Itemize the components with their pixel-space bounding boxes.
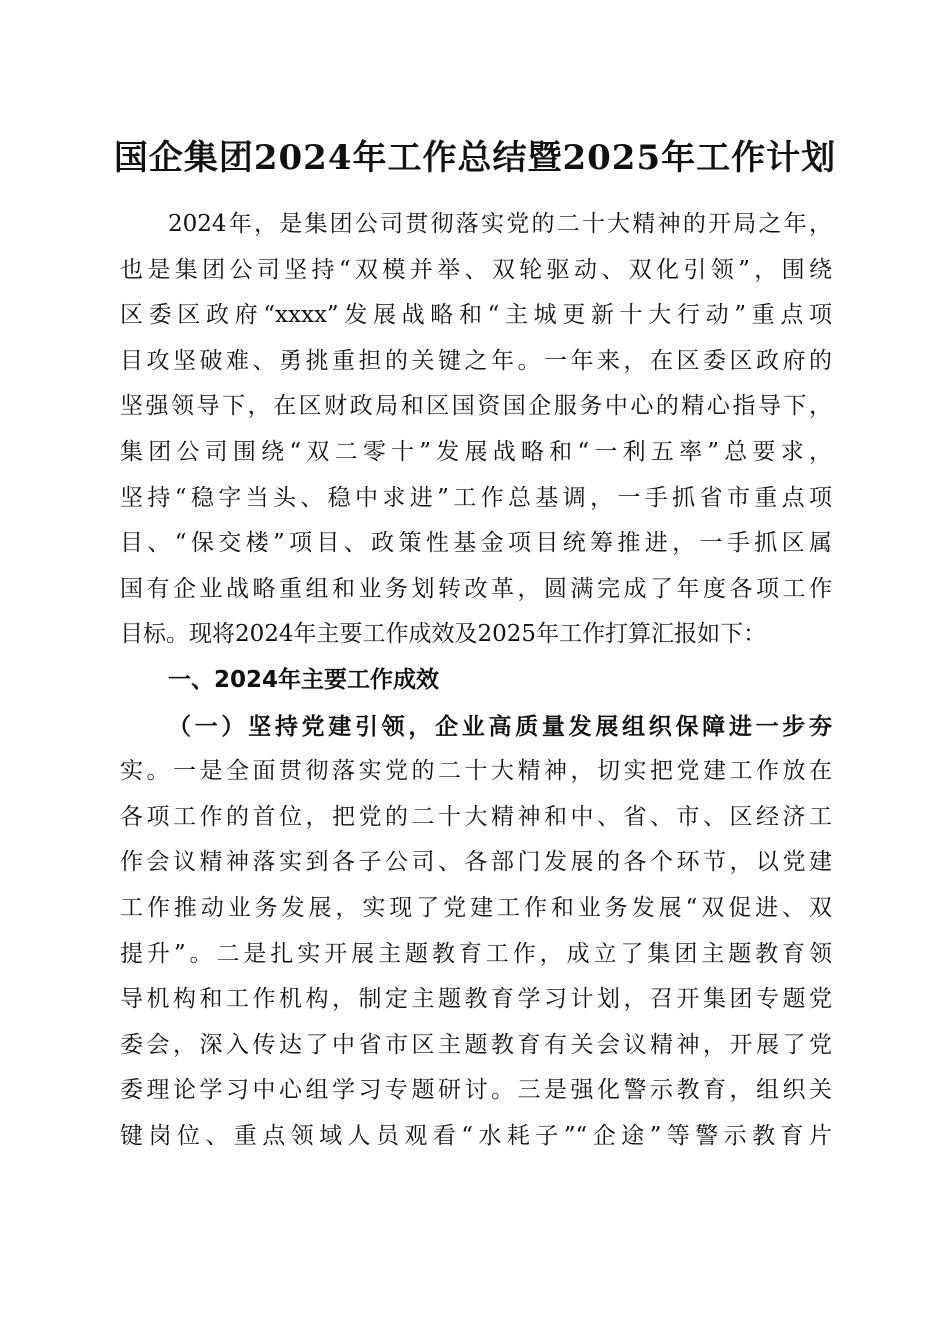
- paragraph-line: 集团公司围绕“双二零十”发展战略和“一利五率”总要求，: [120, 438, 832, 465]
- section-heading: 一、2024年主要工作成效: [168, 666, 440, 693]
- paragraph-line: 导机构和工作机构，制定主题教育学习计划，召开集团专题党: [120, 986, 832, 1013]
- document-body: [120, 202, 832, 1159]
- paragraph-line: 提升”。二是扎实开展主题教育工作，成立了集团主题教育领: [120, 940, 832, 967]
- paragraph-line: 委会，深入传达了中省市区主题教育有关会议精神，开展了党: [120, 1031, 832, 1058]
- paragraph-line: 国有企业战略重组和业务划转改革，圆满完成了年度各项工作: [120, 575, 832, 602]
- paragraph-line: 区委区政府“xxxx”发展战略和“主城更新十大行动”重点项: [120, 302, 832, 329]
- paragraph-line: 坚持“稳字当头、稳中求进”工作总基调，一手抓省市重点项: [120, 484, 832, 511]
- paragraph-line: 委理论学习中心组学习专题研讨。三是强化警示教育，组织关: [120, 1077, 832, 1104]
- document-title: 国企集团2024年工作总结暨2025年工作计划: [113, 138, 837, 178]
- paragraph-line: 也是集团公司坚持“双模并举、双轮驱动、双化引领”，围绕: [120, 256, 832, 283]
- paragraph-line: 工作推动业务发展，实现了党建工作和业务发展“双促进、双: [120, 894, 832, 921]
- paragraph-line: 目、“保交楼”项目、政策性基金项目统筹推进，一手抓区属: [120, 530, 832, 557]
- paragraph-line: 目标。现将2024年主要工作成效及2025年工作打算汇报如下：: [120, 621, 767, 648]
- paragraph-line: 实。一是全面贯彻落实党的二十大精神，切实把党建工作放在: [120, 758, 832, 785]
- paragraph-line: 目攻坚破难、勇挑重担的关键之年。一年来，在区委区政府的: [120, 347, 832, 374]
- paragraph-line: 坚强领导下，在区财政局和区国资国企服务中心的精心指导下，: [120, 393, 832, 420]
- subsection-heading: （一）坚持党建引领，企业高质量发展组织保障进一步夯: [168, 712, 832, 740]
- paragraph-line: 2024年，是集团公司贯彻落实党的二十大精神的开局之年，: [168, 211, 832, 237]
- paragraph-line: 键岗位、重点领域人员观看“水耗子”“企途”等警示教育片: [120, 1122, 832, 1149]
- paragraph-line: 各项工作的首位，把党的二十大精神和中、省、市、区经济工: [120, 803, 832, 830]
- paragraph-line: 作会议精神落实到各子公司、各部门发展的各个环节，以党建: [120, 849, 832, 876]
